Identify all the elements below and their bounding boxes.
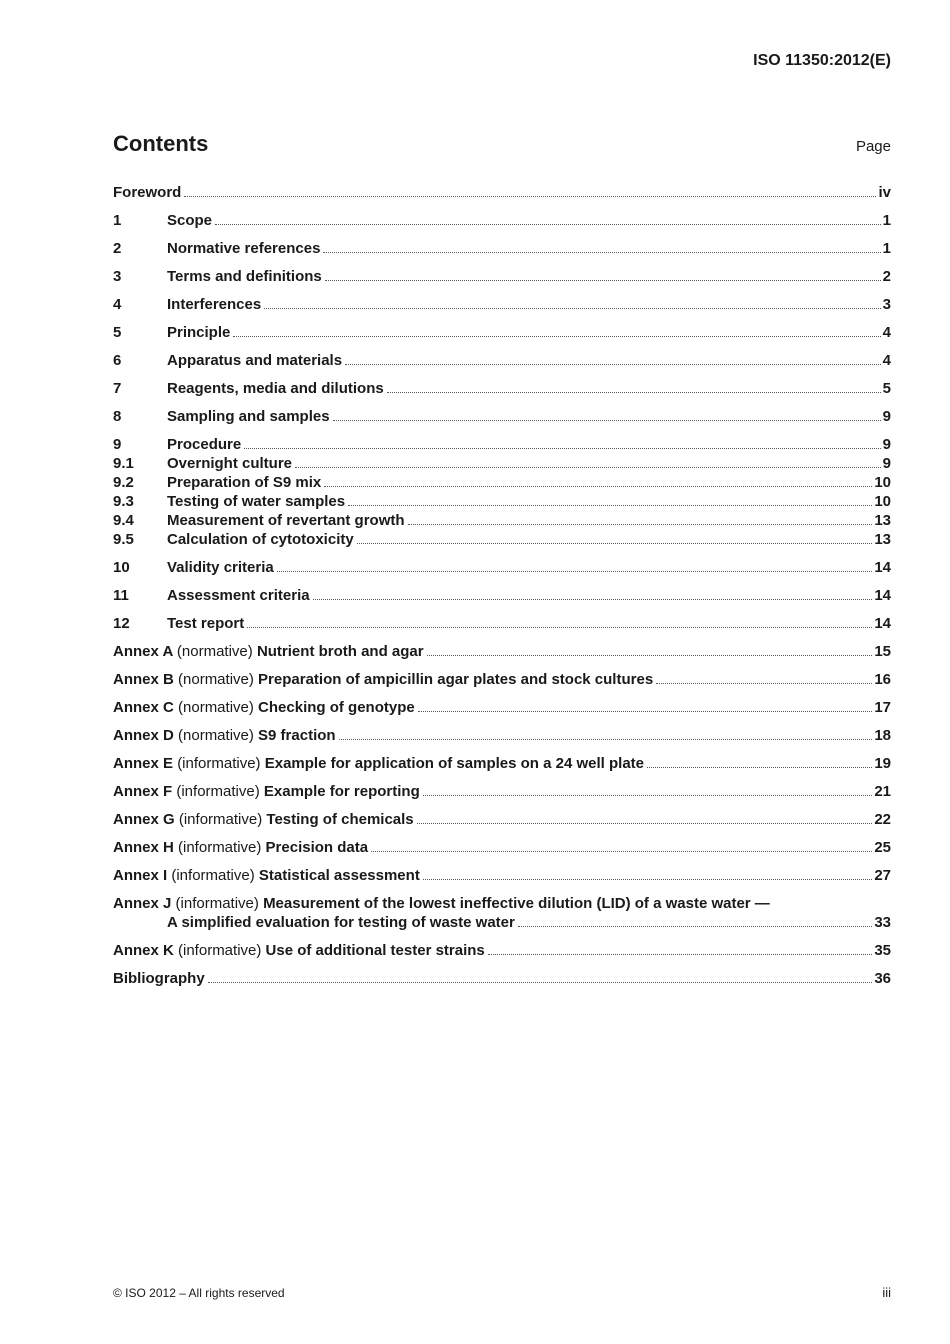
annex-label: Annex G [113,811,175,828]
toc-entry-section[interactable] [113,511,891,530]
dot-leader [264,308,880,309]
dot-leader [488,954,873,955]
dot-leader [244,448,880,449]
toc-entry-title: Foreword [113,184,182,201]
toc-entry-page: 13 [874,531,891,548]
toc-entry-title-group [113,754,644,773]
copyright-notice: © ISO 2012 – All rights reserved [113,1286,285,1300]
toc-entry-number: 9.1 [113,455,134,472]
toc-entry-page: 9 [882,436,891,453]
toc-entry-annex[interactable] [113,810,891,829]
toc-entry-number: 1 [113,212,122,229]
toc-entry-number: 9.5 [113,531,134,548]
toc-entry-title: Scope [167,212,213,229]
annex-label: Annex B [113,671,174,688]
toc-entry-number: 8 [113,408,122,425]
toc-entry-page: 36 [874,970,891,987]
annex-title: Example for application of samples on a 24 well plate [264,755,644,772]
annex-title: Measurement of the lowest ineffective dilution (LID) of a waste water — [263,895,770,912]
toc-entry-section[interactable] [113,586,891,605]
toc-entry-page: 4 [882,324,891,341]
toc-entry-number: 3 [113,268,122,285]
toc-entry-title: Procedure [167,436,242,453]
annexes-list [113,642,891,960]
toc-entry-page: 13 [874,512,891,529]
dot-leader [647,767,872,768]
toc-entry-number: 11 [113,587,129,604]
toc-entry-number: 6 [113,352,122,369]
toc-entry-title: Terms and definitions [167,268,322,285]
annex-title: Example for reporting [263,783,420,800]
toc-entry-number: 2 [113,240,122,257]
annex-label: Annex F [113,783,173,800]
toc-entry-page: 15 [874,643,891,660]
toc-entry-annex[interactable] [113,698,891,717]
toc-entry-number: 12 [113,615,130,632]
page-number: iii [882,1285,891,1300]
dot-leader [427,655,873,656]
toc-entry-annex-continuation[interactable] [113,913,891,932]
toc-entry-page: 19 [874,755,891,772]
toc-entry-annex[interactable] [113,838,891,857]
toc-entry-annex[interactable] [113,894,891,913]
toc-entry-page: 25 [874,839,891,856]
toc-entry-number: 9.3 [113,493,134,510]
toc-entry-title: Interferences [167,296,262,313]
toc-entry-annex[interactable] [113,754,891,773]
toc-entry-title: Test report [167,615,245,632]
page-title: Contents [113,131,209,156]
toc-entry-title-group [113,838,368,857]
toc-entry-title-group [113,670,653,689]
sections-list [113,211,891,633]
toc-entry-page: 9 [882,455,891,472]
dot-leader [387,392,881,393]
toc-entry-title: Preparation of S9 mix [167,474,322,491]
toc-entry-page: 14 [874,615,891,632]
table-of-contents [113,183,891,988]
toc-entry-section[interactable] [113,239,891,258]
toc-entry-annex[interactable] [113,726,891,745]
toc-entry-title-group [113,726,336,745]
toc-entry-page: 22 [874,811,891,828]
toc-entry-page: 27 [874,867,891,884]
toc-entry-page: 33 [874,914,891,931]
toc-entry-annex[interactable] [113,642,891,661]
toc-entry-title: Measurement of revertant growth [167,512,405,529]
toc-entry-page: 1 [882,240,891,257]
dot-leader [233,336,880,337]
annex-kind: (normative) [178,671,254,688]
toc-entry-number: 7 [113,380,122,397]
dot-leader [423,795,873,796]
toc-entry-title: Overnight culture [167,455,293,472]
dot-leader [418,711,873,712]
dot-leader [323,252,880,253]
toc-entry-number: 5 [113,324,122,341]
annex-label: Annex K [113,942,174,959]
annex-label: Annex J [113,895,172,912]
annex-kind: (normative) [178,727,254,744]
dot-leader [333,420,881,421]
toc-entry-section[interactable] [113,211,891,230]
toc-entry-annex[interactable] [113,941,891,960]
toc-entry-page: 21 [874,783,891,800]
toc-entry-page: 35 [874,942,891,959]
toc-entry-section[interactable] [113,558,891,577]
annex-title-continued: A simplified evaluation for testing of waste water [167,914,515,931]
toc-entry-title: Calculation of cytotoxicity [167,531,354,548]
toc-entry-page: 5 [882,380,891,397]
toc-entry-page: iv [878,184,891,201]
toc-entry-annex[interactable] [113,866,891,885]
toc-entry-title-group [113,642,424,661]
toc-entry-number: 9 [113,436,122,453]
toc-entry-section[interactable] [113,267,891,286]
toc-entry-page: 2 [882,268,891,285]
toc-entry-section[interactable] [113,379,891,398]
toc-entry-title: Testing of water samples [167,493,346,510]
toc-entry-number: 9.2 [113,474,134,491]
annex-kind: (informative) [178,839,262,856]
toc-entry-section[interactable] [113,295,891,314]
annex-label: Annex E [113,755,174,772]
annex-label: Annex D [113,727,174,744]
annex-title: Testing of chemicals [266,811,414,828]
dot-leader [324,486,872,487]
toc-entry-title-group [113,941,485,960]
toc-entry-title-group [113,866,420,885]
toc-entry-title-group [113,782,420,801]
dot-leader [295,467,881,468]
annex-kind: (normative) [176,643,253,660]
toc-entry-page: 3 [882,296,891,313]
annex-label: Annex C [113,699,174,716]
toc-entry-section[interactable] [113,351,891,370]
toc-entry-page: 18 [874,727,891,744]
toc-entry-page: 17 [874,699,891,716]
annex-title: Statistical assessment [258,867,420,884]
toc-entry-title: Normative references [167,240,321,257]
annex-kind: (informative) [175,895,259,912]
toc-entry-number: 4 [113,296,122,313]
toc-entry-title-group [113,698,415,717]
toc-entry-title: Reagents, media and dilutions [167,380,384,397]
annex-title: Preparation of ampicillin agar plates and stock cultures [258,671,654,688]
toc-entry-foreword[interactable] [113,183,891,202]
dot-leader [339,739,873,740]
dot-leader [345,364,881,365]
dot-leader [208,982,873,983]
dot-leader [417,823,873,824]
annex-kind: (informative) [171,867,255,884]
toc-entry-page: 1 [882,212,891,229]
annex-kind: (informative) [178,811,263,828]
annex-kind: (informative) [178,942,262,959]
toc-entry-page: 10 [874,474,891,491]
toc-entry-section[interactable] [113,435,891,454]
toc-entry-number: 10 [113,559,130,576]
toc-entry-section[interactable] [113,407,891,426]
dot-leader [184,196,876,197]
toc-entry-page: 9 [882,408,891,425]
toc-entry-title: Sampling and samples [167,408,330,425]
annex-kind: (informative) [177,755,261,772]
toc-entry-annex[interactable] [113,670,891,689]
annex-kind: (normative) [178,699,254,716]
toc-entry-section[interactable] [113,473,891,492]
dot-leader [656,683,872,684]
dot-leader [215,224,881,225]
annex-label: Annex I [113,867,168,884]
annex-title: S9 fraction [258,727,336,744]
toc-entry-page: 14 [874,587,891,604]
annex-title: Use of additional tester strains [265,942,485,959]
annex-title: Precision data [265,839,369,856]
toc-entry-title-group [113,894,770,913]
toc-entry-bibliography[interactable] [113,969,891,988]
dot-leader [357,543,873,544]
toc-entry-page: 4 [882,352,891,369]
document-id: ISO 11350:2012(E) [753,52,891,69]
dot-leader [423,879,873,880]
page-column-label: Page [855,138,891,155]
dot-leader [277,571,873,572]
toc-entry-section[interactable] [113,454,891,473]
toc-entry-title-group [113,810,414,829]
dot-leader [408,524,873,525]
toc-entry-title: Apparatus and materials [167,352,343,369]
toc-entry-section[interactable] [113,614,891,633]
toc-entry-page: 10 [874,493,891,510]
annex-label: Annex H [113,839,174,856]
toc-entry-title: Bibliography [113,970,205,987]
dot-leader [247,627,872,628]
dot-leader [325,280,881,281]
dot-leader [348,505,872,506]
dot-leader [518,926,872,927]
toc-entry-section[interactable] [113,530,891,549]
annex-label: Annex A [113,643,173,660]
toc-entry-section[interactable] [113,492,891,511]
toc-entry-title: Principle [167,324,231,341]
annex-title: Nutrient broth and agar [256,643,424,660]
toc-entry-number: 9.4 [113,512,134,529]
toc-entry-section[interactable] [113,323,891,342]
toc-entry-annex[interactable] [113,782,891,801]
dot-leader [371,851,872,852]
toc-entry-title: Assessment criteria [167,587,310,604]
toc-entry-page: 14 [874,559,891,576]
dot-leader [313,599,873,600]
toc-entry-title: Validity criteria [167,559,274,576]
toc-entry-page: 16 [874,671,891,688]
annex-title: Checking of genotype [258,699,415,716]
annex-kind: (informative) [176,783,260,800]
